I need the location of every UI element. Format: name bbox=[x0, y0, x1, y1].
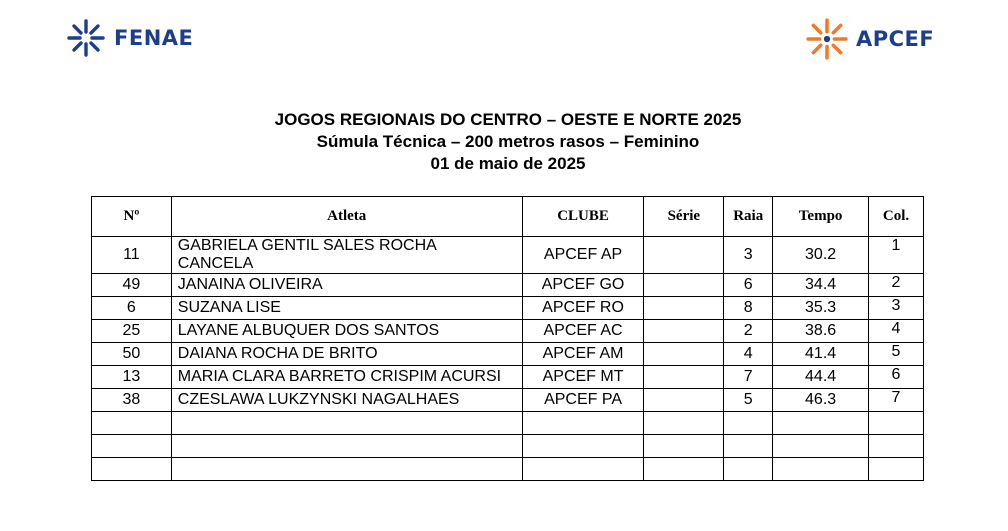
table-row bbox=[92, 320, 924, 343]
event-title: JOGOS REGIONAIS DO CENTRO – OESTE E NORTE 2025 bbox=[274, 110, 742, 129]
table-row bbox=[92, 389, 924, 412]
table-row bbox=[92, 274, 924, 297]
cell-col: 2 bbox=[869, 274, 924, 297]
event-date: 01 de maio de 2025 bbox=[430, 154, 586, 173]
fenae-star-icon bbox=[66, 18, 106, 58]
cell-serie bbox=[644, 274, 724, 297]
cell-club: APCEF GO bbox=[522, 274, 644, 297]
cell-raia bbox=[724, 435, 773, 458]
cell-raia: 8 bbox=[724, 297, 773, 320]
cell-athlete: JANAINA OLIVEIRA bbox=[171, 274, 522, 297]
table-row bbox=[92, 297, 924, 320]
fenae-logo bbox=[66, 18, 193, 58]
cell-raia: 2 bbox=[724, 320, 773, 343]
header-num: Nº bbox=[92, 197, 172, 237]
cell-num: 49 bbox=[92, 274, 172, 297]
cell-raia: 4 bbox=[724, 343, 773, 366]
table-row bbox=[92, 366, 924, 389]
cell-tempo bbox=[773, 458, 869, 481]
table-row-empty bbox=[92, 412, 924, 435]
cell-serie bbox=[644, 320, 724, 343]
apcef-logo-text: APCEF bbox=[856, 27, 935, 51]
cell-club: APCEF AC bbox=[522, 320, 644, 343]
cell-num: 38 bbox=[92, 389, 172, 412]
header-club: CLUBE bbox=[522, 197, 644, 237]
cell-raia: 5 bbox=[724, 389, 773, 412]
cell-club: APCEF MT bbox=[522, 366, 644, 389]
cell-tempo: 44.4 bbox=[773, 366, 869, 389]
cell-athlete bbox=[171, 435, 522, 458]
cell-col: 7 bbox=[869, 389, 924, 412]
cell-club bbox=[522, 435, 644, 458]
apcef-star-icon bbox=[806, 18, 848, 60]
cell-serie bbox=[644, 412, 724, 435]
cell-num bbox=[92, 458, 172, 481]
cell-tempo bbox=[773, 435, 869, 458]
cell-athlete: LAYANE ALBUQUER DOS SANTOS bbox=[171, 320, 522, 343]
header-athlete: Atleta bbox=[171, 197, 522, 237]
cell-athlete: DAIANA ROCHA DE BRITO bbox=[171, 343, 522, 366]
results-table bbox=[91, 196, 924, 481]
cell-num: 13 bbox=[92, 366, 172, 389]
cell-num: 11 bbox=[92, 237, 172, 274]
cell-col: 3 bbox=[869, 297, 924, 320]
cell-raia: 6 bbox=[724, 274, 773, 297]
header-tempo: Tempo bbox=[773, 197, 869, 237]
cell-serie bbox=[644, 237, 724, 274]
table-row bbox=[92, 237, 924, 274]
cell-raia: 7 bbox=[724, 366, 773, 389]
table-row-empty bbox=[92, 458, 924, 481]
document-titles bbox=[0, 109, 1008, 175]
cell-tempo: 34.4 bbox=[773, 274, 869, 297]
cell-num: 6 bbox=[92, 297, 172, 320]
cell-athlete bbox=[171, 412, 522, 435]
event-subtitle: Súmula Técnica – 200 metros rasos – Feminino bbox=[316, 132, 700, 151]
table-row-empty bbox=[92, 435, 924, 458]
cell-serie bbox=[644, 435, 724, 458]
cell-club bbox=[522, 412, 644, 435]
cell-col: 5 bbox=[869, 343, 924, 366]
cell-tempo bbox=[773, 412, 869, 435]
cell-serie bbox=[644, 366, 724, 389]
header-col: Col. bbox=[869, 197, 924, 237]
cell-col: 6 bbox=[869, 366, 924, 389]
cell-raia: 3 bbox=[724, 237, 773, 274]
cell-athlete: GABRIELA GENTIL SALES ROCHA CANCELA bbox=[171, 237, 522, 274]
cell-col bbox=[869, 435, 924, 458]
table-header-row bbox=[92, 197, 924, 237]
cell-serie bbox=[644, 343, 724, 366]
cell-serie bbox=[644, 458, 724, 481]
apcef-logo bbox=[806, 18, 934, 60]
cell-num: 50 bbox=[92, 343, 172, 366]
header-serie: Série bbox=[644, 197, 724, 237]
cell-raia bbox=[724, 458, 773, 481]
cell-num: 25 bbox=[92, 320, 172, 343]
cell-tempo: 46.3 bbox=[773, 389, 869, 412]
header-raia: Raia bbox=[724, 197, 773, 237]
cell-num bbox=[92, 435, 172, 458]
cell-tempo: 41.4 bbox=[773, 343, 869, 366]
cell-col: 4 bbox=[869, 320, 924, 343]
cell-serie bbox=[644, 297, 724, 320]
cell-col: 1 bbox=[869, 237, 924, 274]
cell-serie bbox=[644, 389, 724, 412]
cell-club: APCEF PA bbox=[522, 389, 644, 412]
cell-athlete bbox=[171, 458, 522, 481]
cell-col bbox=[869, 412, 924, 435]
table-row bbox=[92, 343, 924, 366]
cell-athlete: SUZANA LISE bbox=[171, 297, 522, 320]
cell-athlete: MARIA CLARA BARRETO CRISPIM ACURSI bbox=[171, 366, 522, 389]
cell-club: APCEF AM bbox=[522, 343, 644, 366]
cell-tempo: 30.2 bbox=[773, 237, 869, 274]
cell-num bbox=[92, 412, 172, 435]
fenae-logo-text: FENAE bbox=[114, 26, 194, 50]
cell-tempo: 38.6 bbox=[773, 320, 869, 343]
cell-col bbox=[869, 458, 924, 481]
cell-tempo: 35.3 bbox=[773, 297, 869, 320]
cell-club: APCEF RO bbox=[522, 297, 644, 320]
cell-athlete: CZESLAWA LUKZYNSKI NAGALHAES bbox=[171, 389, 522, 412]
cell-raia bbox=[724, 412, 773, 435]
cell-club bbox=[522, 458, 644, 481]
cell-club: APCEF AP bbox=[522, 237, 644, 274]
